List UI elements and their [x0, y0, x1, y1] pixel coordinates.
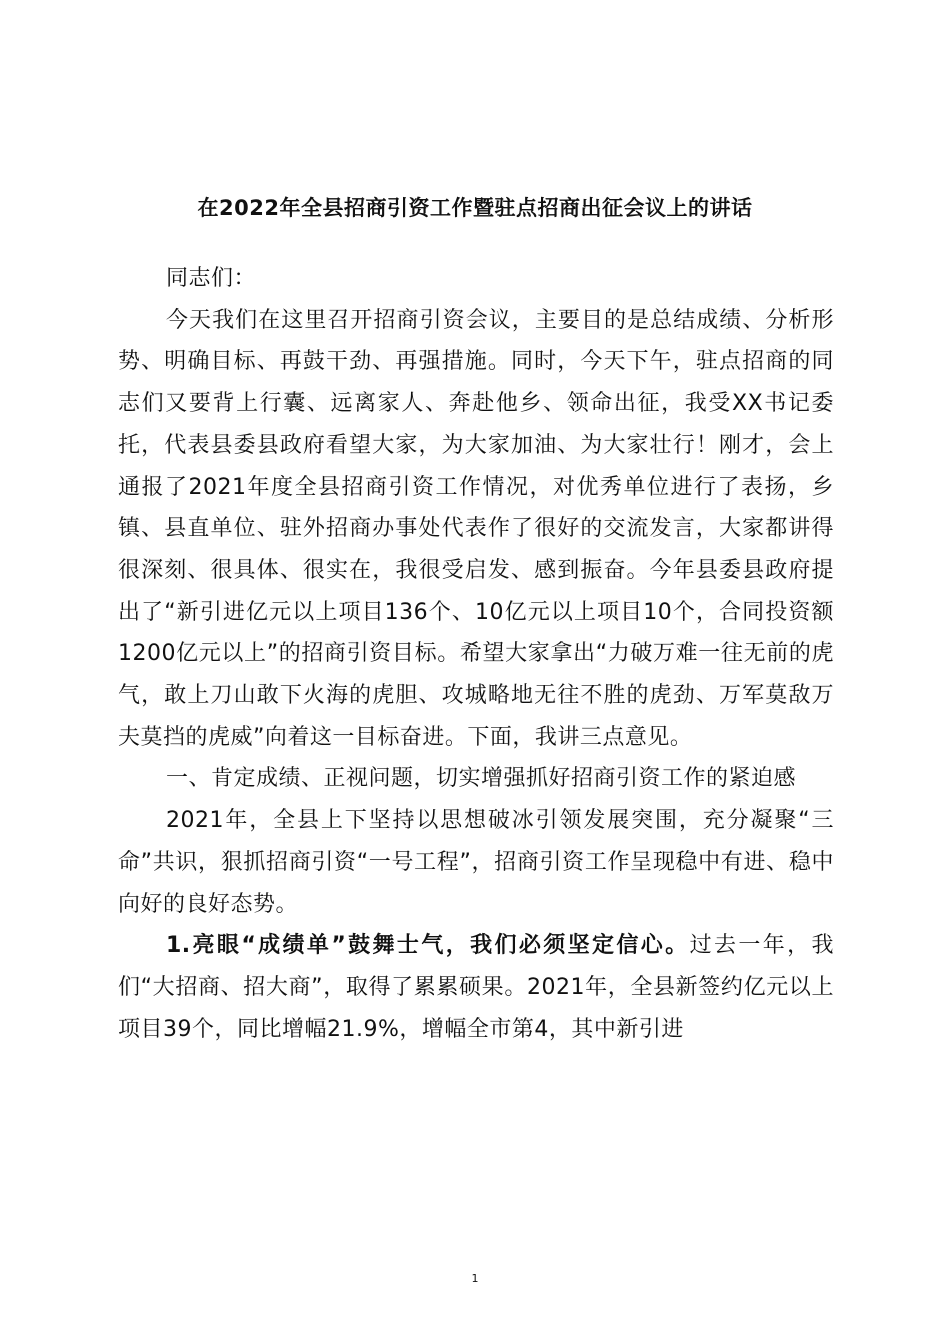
page-number: 1 — [471, 1272, 479, 1285]
paragraph-intro: 今天我们在这里召开招商引资会议，主要目的是总结成绩、分析形势、明确目标、再鼓干劲、再强措施。同时，今天下午，驻点招商的同志们又要背上行囊、远离家人、奔赴他乡、领命出征，我受XX书记委托，代表县委县政府看望大家，为大家加油、为大家壮行！刚才，会上通报了2021年度全县招商引资工作情况，对优秀单位进行了表扬，乡镇、县直单位、驻外招商办事处代表作了很好的交流发言，大家都讲得很深刻、很具体、很实在，我很受启发、感到振奋。今年县委县政府提出了“新引进亿元以上项目136个、10亿元以上项目10个，合同投资额1200亿元以上”的招商引资目标。希望大家拿出“力破万难一往无前的虎气，敢上刀山敢下火海的虎胆、攻城略地无往不胜的虎劲、万军莫敌万夫莫挡的虎威”向着这一目标奋进。下面，我讲三点意见。 — [118, 307, 834, 750]
point-one-lead: 1.亮眼“成绩单”鼓舞士气，我们必须坚定信心。 — [166, 933, 690, 959]
salutation: 同志们： — [166, 266, 257, 291]
document-title: 在2022年全县招商引资工作暨驻点招商出征会议上的讲话 — [197, 196, 753, 220]
document-body — [118, 258, 834, 1050]
point-one-text: 过去一年，我们“大招商、招大商”，取得了累累硕果。2021年，全县新签约亿元以上项目39个，同比增幅21.9%，增幅全市第4，其中新引进 — [118, 933, 834, 1042]
section-heading-one: 一、肯定成绩、正视问题，切实增强抓好招商引资工作的紧迫感 — [166, 766, 797, 792]
paragraph-point-one — [118, 925, 834, 1050]
paragraph-2021-summary: 2021年，全县上下坚持以思想破冰引领发展突围，充分凝聚“三命”共识，狠抓招商引资“一号工程”，招商引资工作呈现稳中有进、稳中向好的良好态势。 — [118, 808, 834, 917]
